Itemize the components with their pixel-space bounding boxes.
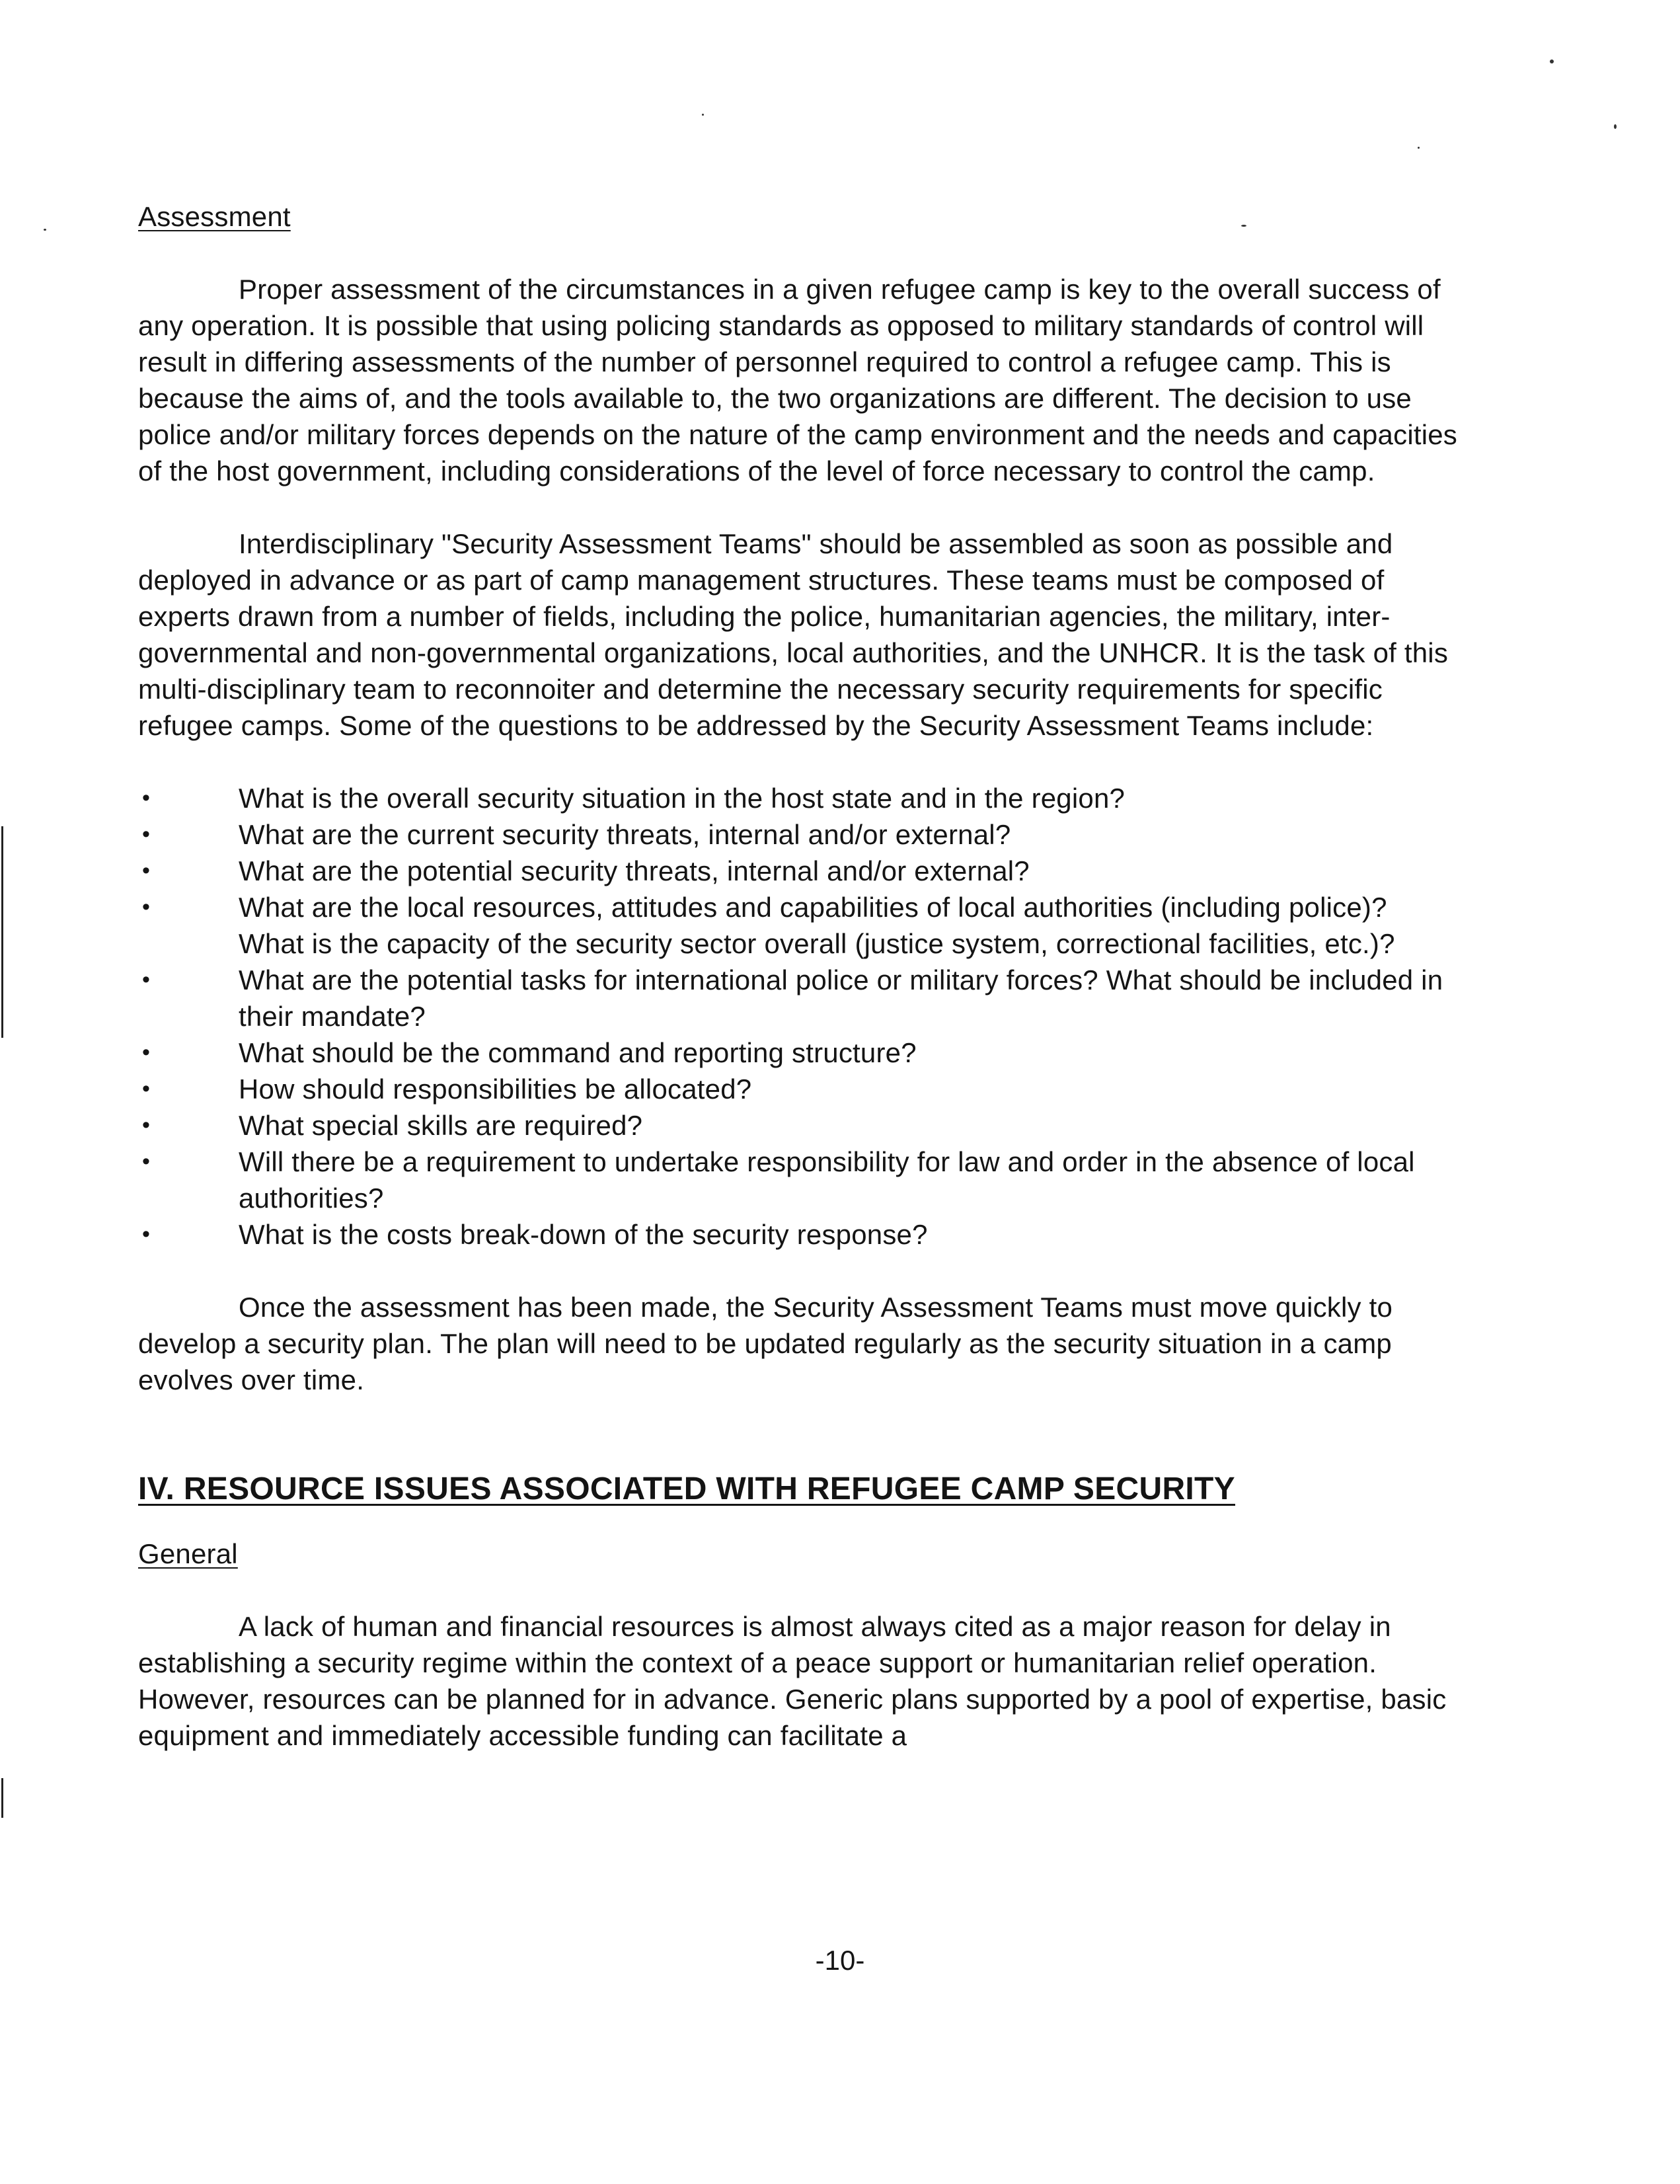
assessment-heading: Assessment [138, 201, 291, 232]
scan-speck [702, 114, 704, 116]
bullet-icon: • [142, 785, 151, 810]
list-item [138, 1216, 1460, 1253]
question-text: What special skills are required? [239, 1110, 643, 1141]
question-text: What are the potential security threats, internal and/or external? [239, 855, 1030, 886]
bullet-icon: • [142, 967, 151, 992]
scan-edge-mark [1, 1778, 3, 1818]
scan-speck [1550, 59, 1554, 63]
list-item [138, 962, 1460, 1034]
scan-speck [1418, 147, 1420, 149]
question-text: What are the current security threats, internal and/or external? [239, 819, 1011, 850]
page-number: -10- [815, 1945, 865, 1976]
scan-speck [1614, 124, 1617, 129]
assessment-paragraph-1: Proper assessment of the circumstances in a given refugee camp is key to the overall success of any operation. It is possible that using policing standards as opposed to military standards of control will result in differing assessments of the number of personnel required to control a refugee camp. This is because the aims of, and the tools available to, the two organizations are different. The decision to use police and/or military forces depends on the nature of the camp environment and the needs and capacities of the host government, including considerations of the level of force necessary to control the camp. [138, 274, 1458, 487]
question-text: What are the potential tasks for international police or military forces? What should be included in their mandate? [239, 964, 1443, 1032]
list-item [138, 780, 1460, 816]
bullet-icon: • [142, 1149, 151, 1174]
question-text: What should be the command and reporting structure? [239, 1037, 917, 1068]
list-item [138, 1107, 1460, 1144]
list-item [138, 889, 1460, 962]
page-content [138, 198, 1460, 1754]
question-text: What are the local resources, attitudes and capabilities of local authorities (including police)? What is the capacity of the security sector overall (justice system, correctional facilities, etc.)? [239, 892, 1395, 959]
bullet-icon: • [142, 858, 151, 883]
list-item [138, 816, 1460, 853]
bullet-icon: • [142, 1076, 151, 1101]
general-paragraph: A lack of human and financial resources is almost always cited as a major reason for delay in establishing a security regime within the context of a peace support or humanitarian relief operation. However, resources can be planned for in advance. Generic plans supported by a pool of expertise, basic equipment and immediately accessible funding can facilitate a [138, 1611, 1447, 1751]
general-heading: General [138, 1538, 238, 1569]
bullet-icon: • [142, 1222, 151, 1247]
question-text: What is the costs break-down of the security response? [239, 1219, 928, 1250]
question-text: How should responsibilities be allocated? [239, 1073, 752, 1105]
bullet-icon: • [142, 822, 151, 847]
list-item [138, 1071, 1460, 1107]
list-item [138, 853, 1460, 889]
bullet-icon: • [142, 1112, 151, 1138]
bullet-icon: • [142, 1040, 151, 1065]
assessment-paragraph-2: Interdisciplinary "Security Assessment Teams" should be assembled as soon as possible and deployed in advance or as part of camp management structures. These teams must be composed of experts drawn from a number of fields, including the police, humanitarian agencies, the military, inter-governmental and non-governmental organizations, local authorities, and the UNHCR. It is the task of this multi-disciplinary team to reconnoiter and determine the necessary security requirements for specific refugee camps. Some of the questions to be addressed by the Security Assessment Teams include: [138, 528, 1449, 741]
bullet-icon: • [142, 894, 151, 919]
list-item [138, 1144, 1460, 1216]
scan-speck [44, 229, 46, 231]
list-item [138, 1034, 1460, 1071]
closing-paragraph: Once the assessment has been made, the Security Assessment Teams must move quickly to develop a security plan. The plan will need to be updated regularly as the security situation in a camp evolves over time. [138, 1292, 1393, 1395]
question-text: Will there be a requirement to undertake responsibility for law and order in the absence of local authorities? [239, 1146, 1415, 1214]
questions-list [138, 780, 1460, 1253]
section-title: IV. RESOURCE ISSUES ASSOCIATED WITH REFUGEE CAMP SECURITY [138, 1471, 1235, 1506]
question-text: What is the overall security situation in the host state and in the region? [239, 783, 1126, 814]
scan-edge-mark [1, 826, 3, 1038]
